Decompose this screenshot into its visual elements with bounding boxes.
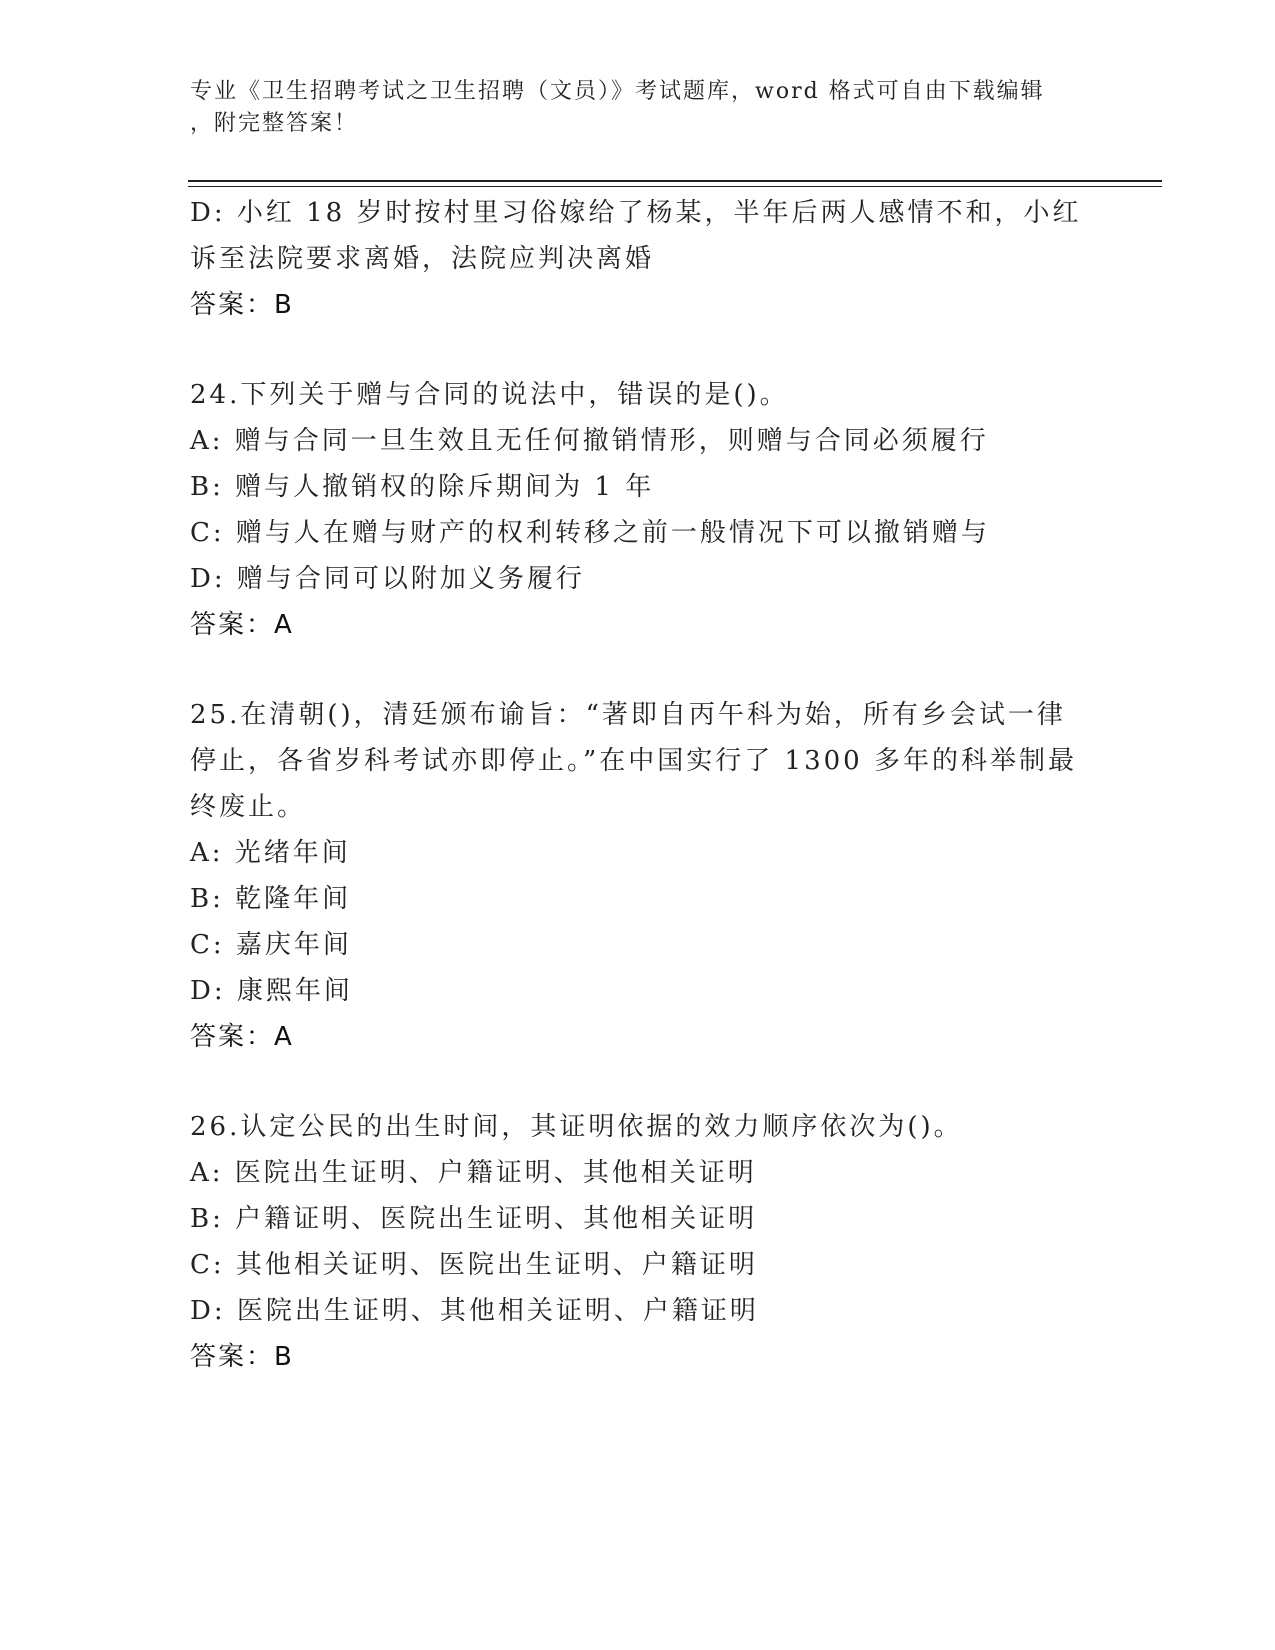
header-rule-thick xyxy=(188,180,1162,182)
answer-label: 答案：A xyxy=(190,610,294,640)
option-b: B: 赠与人撤销权的除斥期间为 1 年 xyxy=(190,472,655,502)
answer-label: 答案：A xyxy=(190,1022,294,1052)
option-d: D: 医院出生证明、其他相关证明、户籍证明 xyxy=(190,1296,759,1326)
option-d: D: 小红 18 岁时按村里习俗嫁给了杨某，半年后两人感情不和，小红 xyxy=(190,198,1082,228)
question-text: 24.下列关于赠与合同的说法中，错误的是()。 xyxy=(190,380,789,410)
option-a: A: 光绪年间 xyxy=(190,838,351,868)
option-a: A: 赠与合同一旦生效且无任何撤销情形，则赠与合同必须履行 xyxy=(190,426,989,456)
answer-label: 答案：B xyxy=(190,290,294,320)
spacer xyxy=(190,648,1090,692)
page-header xyxy=(190,76,1090,140)
option-d: D: 赠与合同可以附加义务履行 xyxy=(190,564,585,594)
question-text-continued: 终废止。 xyxy=(190,792,307,822)
spacer xyxy=(190,328,1090,372)
option-d: D: 康熙年间 xyxy=(190,976,353,1006)
option-a: A: 医院出生证明、户籍证明、其他相关证明 xyxy=(190,1158,757,1188)
question-text: 26.认定公民的出生时间，其证明依据的效力顺序依次为()。 xyxy=(190,1112,963,1142)
header-title-line: 专业《卫生招聘考试之卫生招聘（文员）》考试题库，word 格式可自由下载编辑 xyxy=(190,79,1045,104)
option-c: C: 嘉庆年间 xyxy=(190,930,352,960)
header-rule-thin xyxy=(188,186,1162,187)
option-b: B: 乾隆年间 xyxy=(190,884,352,914)
question-text: 25.在清朝()，清廷颁布谕旨：“著即自丙午科为始，所有乡会试一律 xyxy=(190,700,1066,730)
question-block-24 xyxy=(190,372,1090,648)
question-block-25 xyxy=(190,692,1090,1060)
option-c: C: 赠与人在赠与财产的权利转移之前一般情况下可以撤销赠与 xyxy=(190,518,990,548)
question-block-previous xyxy=(190,190,1090,328)
question-text-continued: 停止，各省岁科考试亦即停止。”在中国实行了 1300 多年的科举制最 xyxy=(190,746,1077,776)
header-title-line-continued: ，附完整答案！ xyxy=(190,111,359,136)
option-c: C: 其他相关证明、医院出生证明、户籍证明 xyxy=(190,1250,758,1280)
spacer xyxy=(190,1060,1090,1104)
question-block-26 xyxy=(190,1104,1090,1380)
option-d-continued: 诉至法院要求离婚，法院应判决离婚 xyxy=(190,244,655,274)
question-list xyxy=(190,190,1090,1380)
option-b: B: 户籍证明、医院出生证明、其他相关证明 xyxy=(190,1204,758,1234)
answer-label: 答案：B xyxy=(190,1342,294,1372)
